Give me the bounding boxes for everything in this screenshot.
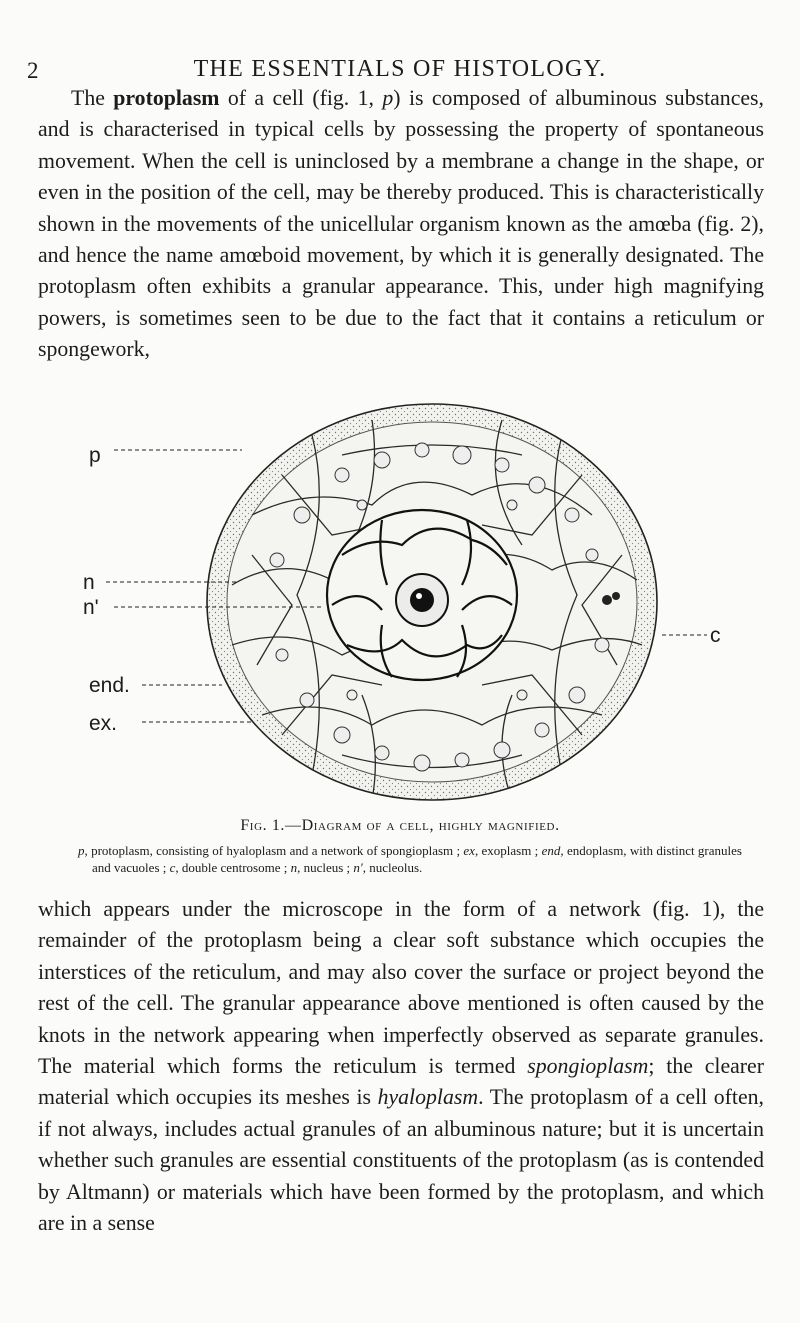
paragraph-bottom bbox=[38, 894, 764, 1239]
running-head: THE ESSENTIALS OF HISTOLOGY. bbox=[193, 56, 607, 82]
paragraph-bottom-text1: which appears under the microscope in the form of a network (fig. 1), the remainder of the protoplasm being a clear soft substance which occupies the interstices of the reticulum, and may also cover the surface or project beyond the rest of the cell. The granular appearance above mentioned is often caused by the knots in the network appearing when imperfectly observed as separate granules. The material which forms the reticulum is termed bbox=[38, 897, 764, 1079]
fig-number: Fig. 1. bbox=[240, 817, 286, 834]
term-hyaloplasm: hyaloplasm bbox=[377, 1085, 479, 1110]
caption-text-4: , double centrosome ; bbox=[175, 859, 291, 875]
caption-ex: ex bbox=[463, 843, 475, 858]
label-p: p bbox=[89, 444, 101, 467]
fig-title: —Diagram of a cell, highly magnified. bbox=[285, 817, 560, 834]
label-n-prime: n' bbox=[83, 596, 99, 619]
caption-text-6: , nucleolus. bbox=[362, 859, 423, 875]
paragraph-top bbox=[38, 83, 764, 366]
paragraph-top-text1: of a cell (fig. 1, bbox=[219, 86, 383, 110]
symbol-p: p bbox=[382, 86, 394, 110]
caption-text-2: , exoplasm ; bbox=[474, 843, 542, 858]
cell-diagram bbox=[82, 395, 742, 810]
caption-c: c bbox=[169, 859, 176, 875]
caption-text-3: , endoplasm, with distinct granules and vacuoles ; bbox=[92, 843, 742, 875]
caption-n: n bbox=[290, 859, 298, 875]
caption-nprime: n' bbox=[353, 859, 363, 875]
centrosome bbox=[602, 595, 612, 605]
caption-text-1: , protoplasm, consisting of hyaloplasm and a network of spongioplasm ; bbox=[84, 843, 464, 858]
caption-p: p bbox=[78, 843, 85, 858]
figure-caption-title bbox=[0, 817, 800, 835]
paragraph-bottom-text3: . The protoplasm of a cell often, if not always, includes actual granules of an albuminous nature; but it is uncertain whether such granules are essential constituents of the protoplasm (as is contended by Altmann) or materials which have been formed by the protoplasm, and which are in a sense bbox=[38, 1085, 764, 1236]
paragraph-top-text2: ) is composed of albuminous substances, and is characterised in typical cells by possessing the property of spontaneous movement. When the cell is uninclosed by a membrane a change in the shape, or even in the position of the cell, may be thereby produced. This is characteristically shown in the movements of the unicellular organism known as the amœba (fig. 2), and hence the name amœboid movement, by which it is generally designated. The protoplasm often exhibits a granular appearance. This, under high magnifying powers, is sometimes seen to be due to the fact that it contains a reticulum or spongework, bbox=[38, 86, 764, 362]
label-n: n bbox=[83, 571, 95, 594]
caption-text-5: , nucleus ; bbox=[297, 859, 354, 875]
paragraph-bottom-text2: ; the clearer material which occupies its meshes is bbox=[38, 1054, 764, 1110]
paragraph-top-pre: The bbox=[71, 86, 114, 110]
page-number: 2 bbox=[27, 58, 39, 83]
label-end: end. bbox=[89, 674, 130, 697]
label-c: c bbox=[710, 624, 721, 647]
label-ex: ex. bbox=[89, 712, 118, 735]
figure-caption-body bbox=[78, 843, 742, 876]
term-spongioplasm: spongioplasm bbox=[527, 1054, 649, 1079]
term-protoplasm: protoplasm bbox=[113, 86, 220, 110]
caption-end: end bbox=[541, 843, 561, 858]
